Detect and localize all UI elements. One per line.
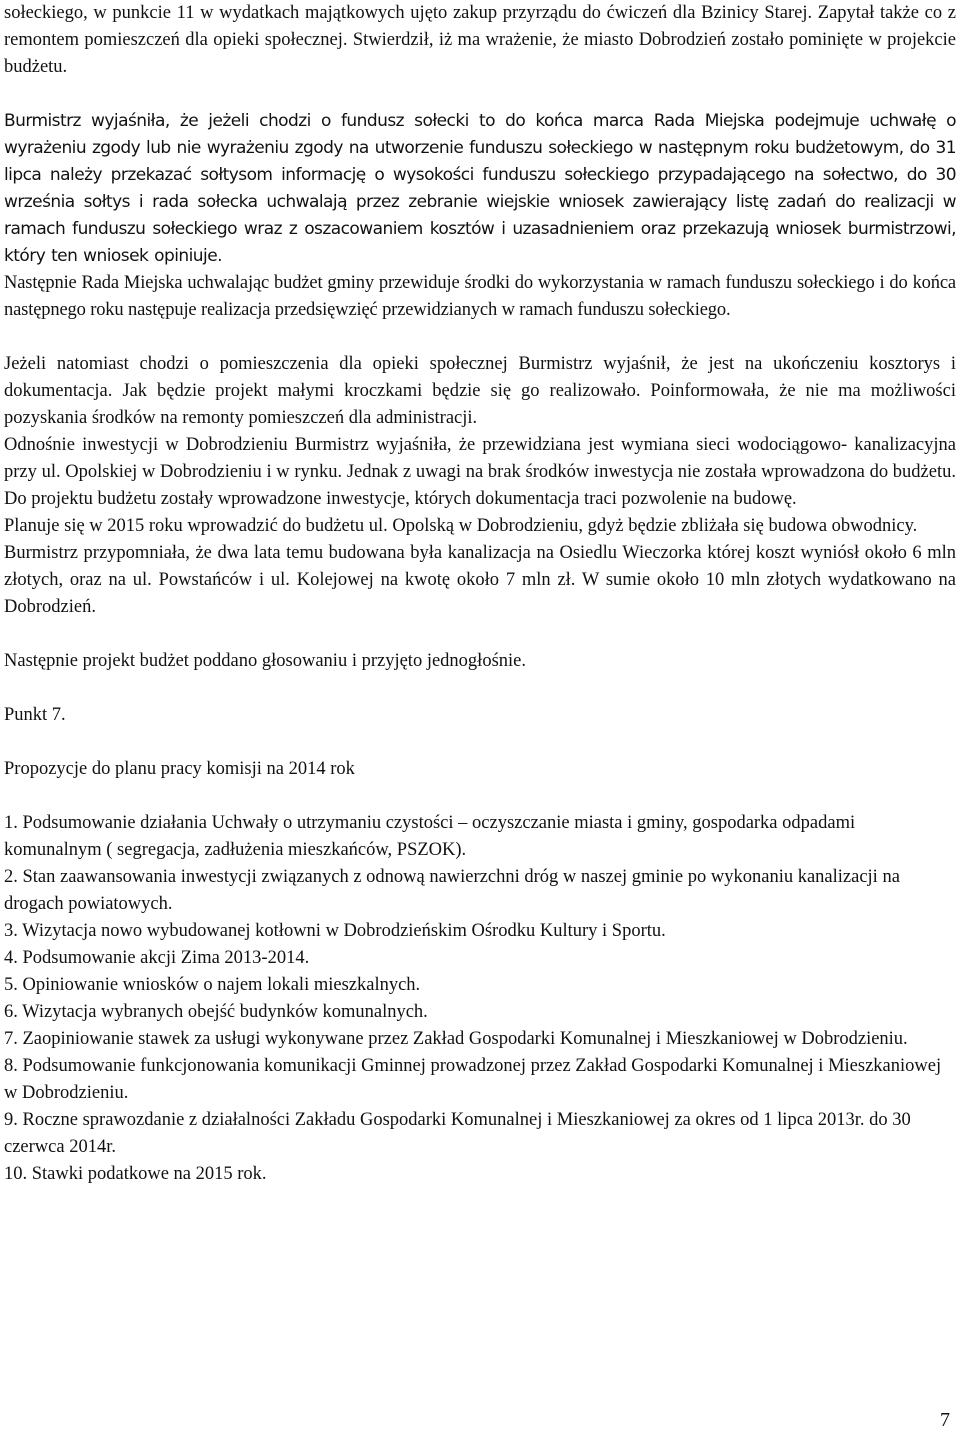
list-item: 3. Wizytacja nowo wybudowanej kotłowni w Dobrodzieńskim Ośrodku Kultury i Sportu. <box>4 921 666 941</box>
welfare-paragraph: Jeżeli natomiast chodzi o pomieszczenia dla opieki społecznej Burmistrz wyjaśnił, że jest na ukończeniu kosztorys i dokumentacja. Jak będzie projekt małymi kroczkami będzie się go realizowało. Poinformowała, że nie ma możliwości pozyskania środków na remonty pomieszczeń dla administracji. <box>4 354 956 428</box>
vote-paragraph: Następnie projekt budżet poddano głosowaniu i przyjęto jednogłośnie. <box>4 651 526 671</box>
paragraph-gap <box>4 324 956 351</box>
page-number: 7 <box>940 1409 950 1431</box>
list-item: 6. Wizytacja wybranych obejść budynków komunalnych. <box>4 1002 428 1022</box>
investment-paragraph: Odnośnie inwestycji w Dobrodzieniu Burmistrz wyjaśniła, że przewidziana jest wymiana sieci wodociągowo- kanalizacyjna przy ul. Opolskiej w Dobrodzieniu i w rynku. Jednak z uwagi na brak środków inwestycja nie została wprowadzona do budżetu. Do projektu budżetu zostały wprowadzone inwestycje, których dokumentacja traci pozwolenie na budowę. <box>4 435 956 509</box>
paragraph-gap <box>4 621 956 648</box>
document-page <box>4 0 956 1188</box>
proposals-list <box>4 810 956 1188</box>
paragraph-gap <box>4 783 956 810</box>
list-item: 10. Stawki podatkowe na 2015 rok. <box>4 1164 267 1184</box>
list-item: 5. Opiniowanie wniosków o najem lokali mieszkalnych. <box>4 975 421 995</box>
point-heading: Punkt 7. <box>4 705 66 725</box>
sewage-paragraph: Burmistrz przypomniała, że dwa lata temu budowana była kanalizacja na Osiedlu Wieczorka której koszt wyniósł około 6 mln złotych, oraz na ul. Powstańców i ul. Kolejowej na kwotę około 7 mln zł. W sumie około 10 mln złotych wydatkowano na Dobrodzień. <box>4 543 956 617</box>
paragraph-gap <box>4 729 956 756</box>
paragraph-gap <box>4 81 956 108</box>
list-item: 8. Podsumowanie funkcjonowania komunikacji Gminnej prowadzonej przez Zakład Gospodarki Komunalnej i Mieszkaniowej w Dobrodzieniu. <box>4 1056 942 1103</box>
council-paragraph: Następnie Rada Miejska uchwalając budżet gminy przewiduje środki do wykorzystania w ramach funduszu sołeckiego i do końca następnego roku następuje realizacja przedsięwzięć przewidzianych w ramach funduszu sołeckiego. <box>4 273 956 320</box>
proposals-heading: Propozycje do planu pracy komisji na 2014 rok <box>4 759 355 779</box>
list-item: 7. Zaopiniowanie stawek za usługi wykonywane przez Zakład Gospodarki Komunalnej i Mieszkaniowej w Dobrodzieniu. <box>4 1029 908 1049</box>
list-item: 9. Roczne sprawozdanie z działalności Zakładu Gospodarki Komunalnej i Mieszkaniowej za okres od 1 lipca 2013r. do 30 czerwca 2014r. <box>4 1110 911 1157</box>
list-item: 2. Stan zaawansowania inwestycji związanych z odnową nawierzchni dróg w naszej gminie po wykonaniu kanalizacji na drogach powiatowych. <box>4 867 900 914</box>
intro-paragraph: sołeckiego, w punkcie 11 w wydatkach majątkowych ujęto zakup przyrządu do ćwiczeń dla Bzinicy Starej. Zapytał także co z remontem pomieszczeń dla opieki społecznej. Stwierdził, iż ma wrażenie, że miasto Dobrodzień zostało pominięte w projekcie budżetu. <box>4 3 956 77</box>
plan-paragraph: Planuje się w 2015 roku wprowadzić do budżetu ul. Opolską w Dobrodzieniu, gdyż będzie zbliżała się budowa obwodnicy. <box>4 516 918 536</box>
list-item: 4. Podsumowanie akcji Zima 2013-2014. <box>4 948 310 968</box>
fund-paragraph: Burmistrz wyjaśniła, że jeżeli chodzi o fundusz sołecki to do końca marca Rada Miejska podejmuje uchwałę o wyrażeniu zgody lub nie wyrażeniu zgody na utworzenie funduszu sołeckiego w następnym roku budżetowym, do 31 lipca należy przekazać sołtysom informację o wysokości funduszu sołeckiego przypadającego na sołectwo, do 30 września sołtys i rada sołecka uchwalają przez zebranie wiejskie wniosek zawierający listę zadań do realizacji w ramach funduszu sołeckiego wraz z oszacowaniem kosztów i uzasadnieniem oraz przekazują wniosek burmistrzowi, który ten wniosek opiniuje. <box>4 111 956 266</box>
paragraph-gap <box>4 675 956 702</box>
list-item: 1. Podsumowanie działania Uchwały o utrzymaniu czystości – oczyszczanie miasta i gminy, gospodarka odpadami komunalnym ( segregacja, zadłużenia mieszkańców, PSZOK). <box>4 813 856 860</box>
